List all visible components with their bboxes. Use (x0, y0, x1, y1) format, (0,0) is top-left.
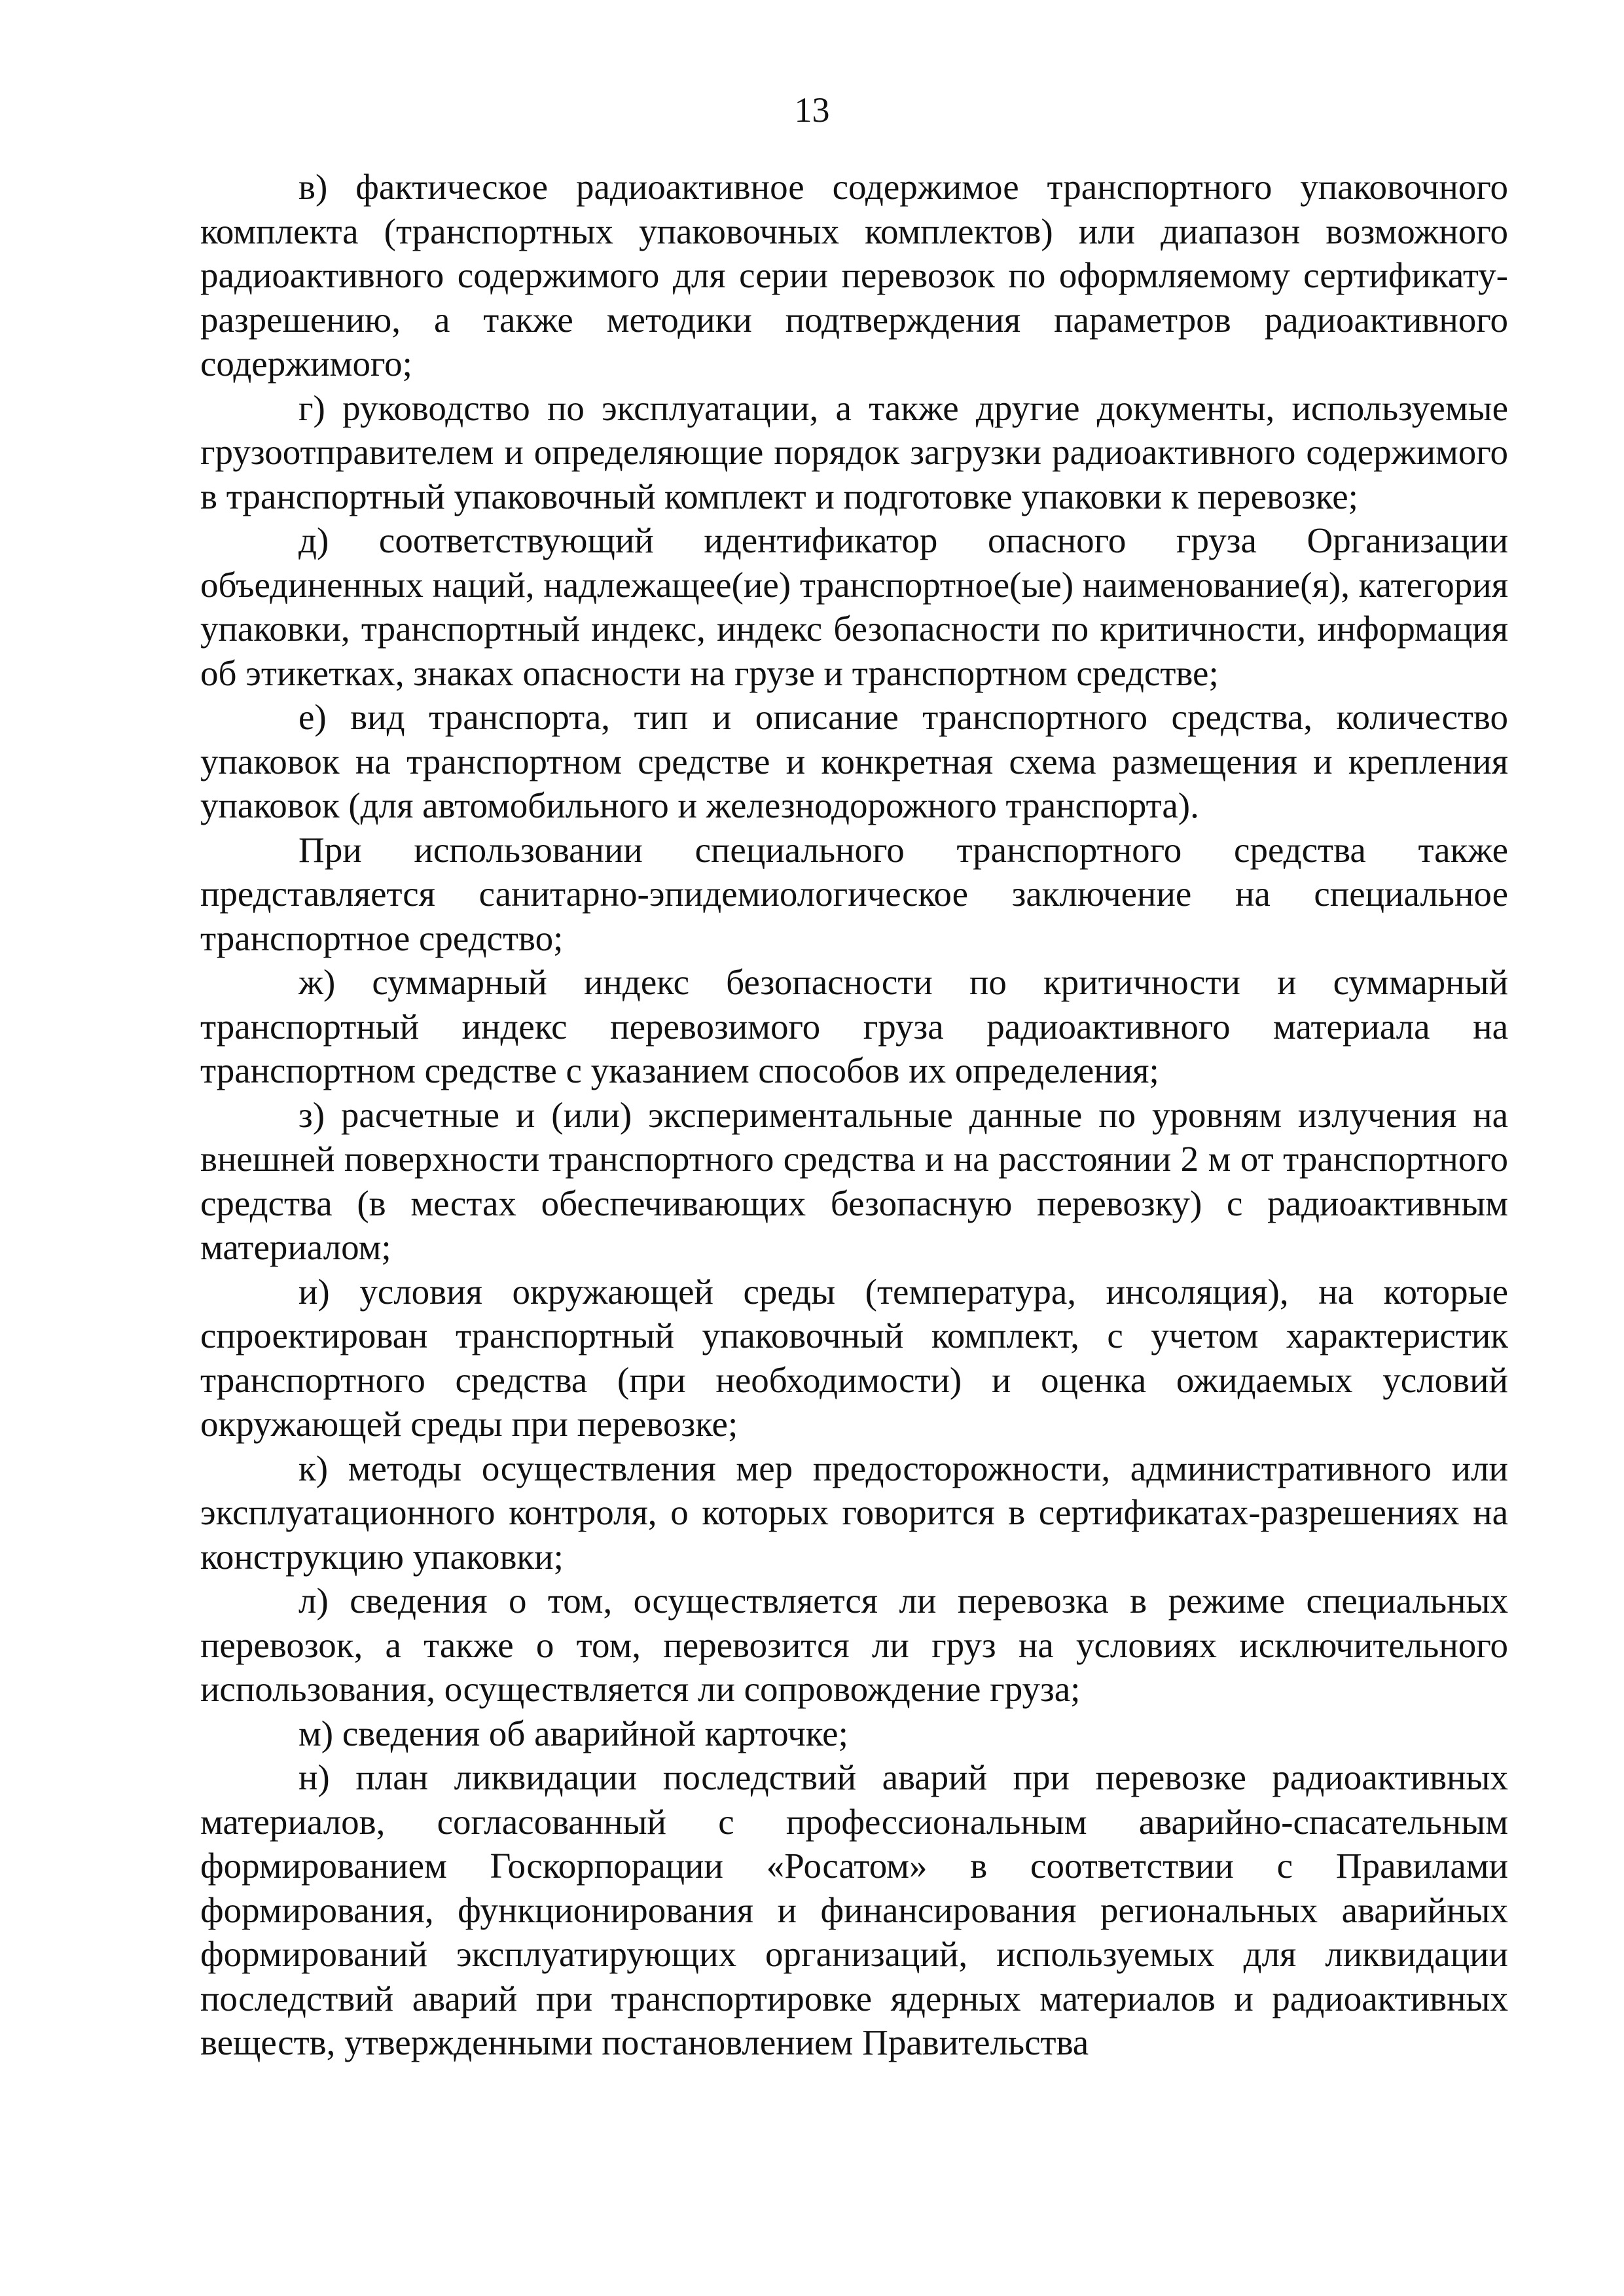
paragraph-special-vehicle: При использовании специального транспортного средства также представляется санитарно-эпидемиологическое заключение на специальное транспортное средство; (200, 829, 1508, 958)
paragraph-i: и) условия окружающей среды (температура, инсоляция), на которые спроектирован транспортный упаковочный комплект, с учетом характеристик транспортного средства (при необходимости) и оценка ожидаемых условий окружающей среды при перевозке; (200, 1271, 1508, 1444)
paragraph-n: н) план ликвидации последствий аварий при перевозке радиоактивных материалов, согласованный с профессиональным аварийно-спасательным формированием Госкорпорации «Росатом» в соответствии с Правилами формирования, функционирования и финансирования региональных аварийных формирований эксплуатирующих организаций, используемых для ликвидации последствий аварий при транспортировке ядерных материалов и радиоактивных веществ, утвержденными постановлением Правительства (200, 1757, 1508, 2062)
paragraph-e: е) вид транспорта, тип и описание транспортного средства, количество упаковок на транспортном средстве и конкретная схема размещения и крепления упаковок (для автомобильного и железнодорожного транспорта). (200, 697, 1508, 825)
paragraph-v: в) фактическое радиоактивное содержимое транспортного упаковочного комплекта (транспортных упаковочных комплектов) или диапазон возможного радиоактивного содержимого для серии перевозок по оформляемому сертификату-разрешению, а также методики подтверждения параметров радиоактивного содержимого; (200, 167, 1508, 384)
paragraph-z: з) расчетные и (или) экспериментальные данные по уровням излучения на внешней поверхности транспортного средства и на расстоянии 2 м от транспортного средства (в местах обеспечивающих безопасную перевозку) с радиоактивным материалом; (200, 1094, 1508, 1267)
paragraph-g: г) руководство по эксплуатации, а также другие документы, используемые грузоотправителем и определяющие порядок загрузки радиоактивного содержимого в транспортный упаковочный комплект и подготовке упаковки к перевозке; (200, 387, 1508, 516)
paragraph-l: л) сведения о том, осуществляется ли перевозка в режиме специальных перевозок, а также о том, перевозится ли груз на условиях исключительного использования, осуществляется ли сопровождение груза; (200, 1581, 1508, 1709)
page-number: 13 (794, 90, 830, 130)
paragraph-k: к) методы осуществления мер предосторожности, административного или эксплуатационного контроля, о которых говорится в сертификатах-разрешениях на конструкцию упаковки; (200, 1448, 1508, 1577)
paragraph-m: м) сведения об аварийной карточке; (298, 1713, 848, 1753)
paragraph-zh: ж) суммарный индекс безопасности по критичности и суммарный транспортный индекс перевозимого груза радиоактивного материала на транспортном средстве с указанием способов их определения; (200, 962, 1508, 1090)
paragraph-d: д) соответствующий идентификатор опасного груза Организации объединенных наций, надлежащее(ие) транспортное(ые) наименование(я), категория упаковки, транспортный индекс, индекс безопасности по критичности, информация об этикетках, знаках опасности на грузе и транспортном средстве; (200, 520, 1508, 693)
document-body (200, 165, 1508, 2065)
